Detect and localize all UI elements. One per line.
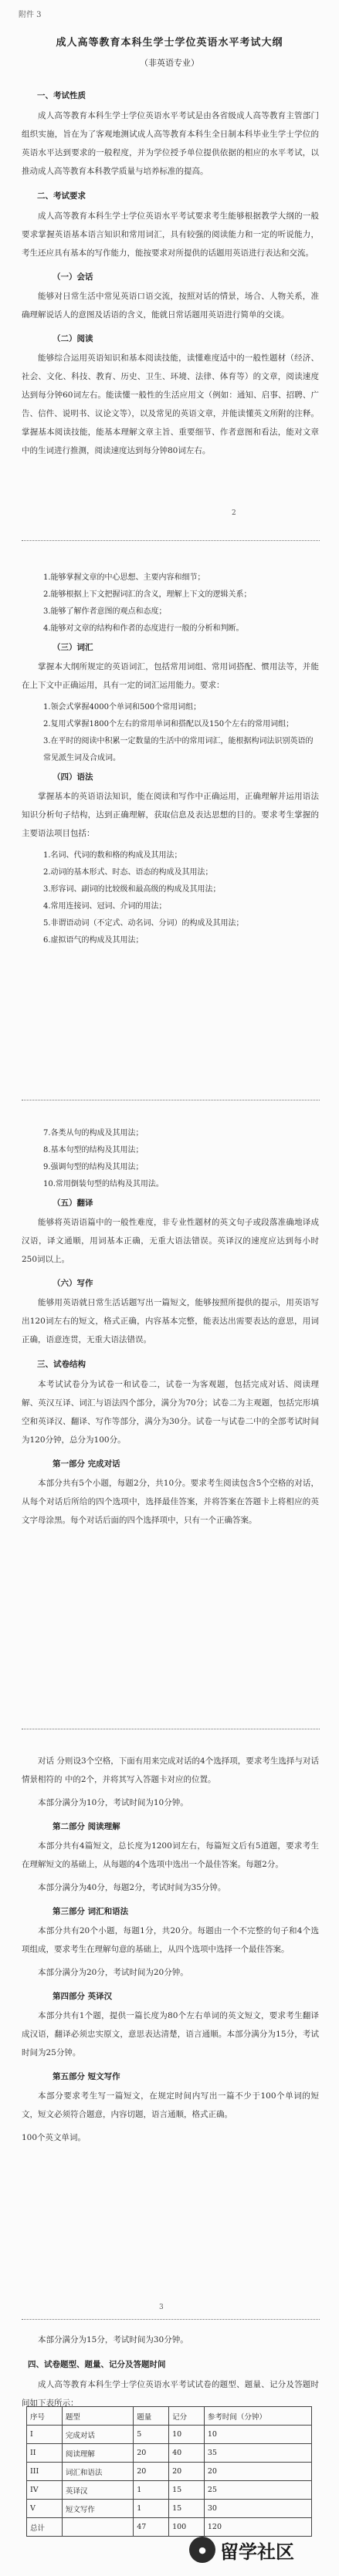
table-cell: 10: [169, 2426, 205, 2444]
list-item: 5.非谓语动词（不定式、动名词、分词）的构成及其用法；: [43, 919, 244, 928]
section-1: [22, 85, 319, 465]
section-heading: 四、试卷题型、题量、记分及答题时间: [28, 2360, 166, 2369]
subsection-heading: （一）会话: [53, 272, 93, 282]
table-cell: 40: [169, 2444, 205, 2463]
paragraph: 本部分共有20个小题，每题1分，共20分。每题由一个不完整的句子和4个选项组成，要求考生在理解句意的基础上，从四个选项中选择一个最佳答案。: [22, 1926, 319, 1954]
table-header-cell: 参考时间（分钟）: [204, 2407, 311, 2426]
table-cell: 5: [134, 2426, 169, 2444]
list-item: 10.常用倒装句型的结构及其用法。: [43, 1180, 164, 1188]
table-header-cell: 记分: [169, 2407, 205, 2426]
paragraph: 能够对日常生活中常见英语口语交流，按照对话的情景，场合、人物关系，准确理解说话人的意图及话语的含义，能就日常话题用英语进行简单的交谈。: [22, 292, 319, 319]
appendix-label: 附件 3: [19, 11, 42, 19]
table-cell: II: [27, 2444, 63, 2463]
part-heading: 第五部分 短文写作: [53, 2072, 120, 2081]
table-cell: IV: [27, 2481, 63, 2500]
page-mark: 2: [232, 509, 236, 517]
page-divider: [22, 540, 320, 541]
list-item: 2.复用式掌握1800个左右的常用单词和搭配以及150个左右的常用词组；: [43, 720, 294, 729]
subsection-heading: （五）翻译: [53, 1198, 93, 1208]
list-item: 1.领会式掌握4000个单词和500个常用词组；: [43, 703, 202, 712]
table-cell: 20: [204, 2463, 311, 2481]
list-item: 3.形容词、副词的比较级和最高级的构成及其用法；: [43, 885, 221, 894]
table-row: [27, 2463, 312, 2481]
doc-title: 成人高等教育本科生学士学位英语水平考试大纲: [56, 37, 283, 49]
paragraph: 能够用英语就日常生活话题写出一篇短文，能够按照所提供的提示，用英语写出120词左右的短文，格式正确，内容基本完整，能表达出需要表达的意思，用词正确，语意连贯，无重大语法错误。: [22, 1298, 319, 1344]
paragraph: 成人高等教育本科生学士学位英语水平考试要求考生能够根据教学大纲的一般要求掌握英语基本语言知识和常用词汇，具有较强的阅读能力和一定的听说能力，考生还应具有基本的写作能力，能按要求对所提供的话题用英语进行表达和交流。: [22, 211, 319, 258]
page-5-content: [22, 2331, 319, 2417]
section-heading: 一、考试性质: [37, 91, 86, 100]
table-cell: III: [27, 2463, 63, 2481]
table-cell: 35: [204, 2444, 311, 2463]
table-header-row: [27, 2407, 312, 2426]
title-block: [0, 34, 339, 69]
part-heading: 第三部分 词汇和语法: [53, 1907, 129, 1916]
list-item: 4.常用连接词、冠词、介词的用法；: [43, 902, 167, 911]
list-item: 1.能够掌握文章的中心思想、主要内容和细节；: [43, 573, 205, 582]
list-item: 3.能够了解作者意图的观点和态度；: [43, 607, 167, 616]
table-cell: I: [27, 2426, 63, 2444]
table-cell: 15: [169, 2500, 205, 2518]
table-cell: 47: [134, 2518, 169, 2537]
paragraph: 能够综合运用英语知识和基本阅读技能，读懂难度适中的一般性题材（经济、社会、文化、科技、教育、历史、卫生、环境、法律、体育等）的文章，阅读速度达到每分钟60词左右。能读懂一般性的生活应用文（例如：通知、启事、招聘、广告、信件、说明书、议论文等），以及常见的英语文章，并能读懂英文所附的注释。掌握基本阅读技能，能基本理解文章主旨、重要细节、作者意图和看法，能对文章中的生词进行推测，阅读速度达到每分钟80词左右。: [22, 353, 319, 455]
table-row: [27, 2426, 312, 2444]
page-mark: 3: [159, 2304, 164, 2311]
list-item: 7.各类从句的构成及其用法；: [43, 1129, 144, 1138]
table-cell: 25: [204, 2481, 311, 2500]
score-line: 本部分满分为15分，考试时间为30分钟。: [38, 2335, 188, 2344]
table-body: [27, 2426, 312, 2537]
table-cell: 20: [134, 2463, 169, 2481]
table-cell: 总计: [27, 2518, 63, 2537]
paragraph: 能够将英语语篇中的一般性难度，非专业性题材的英文句子或段落准确地译成汉语，译文通顺，用词基本正确，无重大语法错误。英译汉的速度应达到每小时250词以上。: [22, 1218, 319, 1264]
table-cell: 完成对话: [62, 2426, 133, 2444]
table-header-cell: 题量: [134, 2407, 169, 2426]
table-header-cell: 题型: [62, 2407, 133, 2426]
table-cell: 10: [204, 2426, 311, 2444]
section-heading: 三、试卷结构: [37, 1360, 86, 1369]
table-row: [27, 2481, 312, 2500]
doc-subtitle: （非英语专业）: [140, 58, 199, 68]
table-cell: 短文写作: [62, 2500, 133, 2518]
paragraph: 掌握本大纲所规定的英语词汇，包括常用词组、常用词搭配、惯用法等，并能在上下文中正确运用，具有一定的词汇运用能力。要求：: [22, 662, 319, 690]
table-cell: 英译汉: [62, 2481, 133, 2500]
page-3-content: [22, 1125, 319, 1534]
list-item: 2.动词的基本形式、时态、语态的构成及其用法；: [43, 868, 213, 877]
table-cell: 20: [134, 2444, 169, 2463]
paragraph: 本考试试卷分为试卷一和试卷二，试卷一为客观题，包括完成对话、阅读理解、英汉互译、词汇与语法四个部分，满分为70分；试卷二为主观题，包括完形填空和英译汉、翻译、写作等部分，满分为30分。试卷一与试卷二中的全部考试时间为120分钟，总分为100分。: [22, 1380, 319, 1445]
list-item: 4.能够对文章的结构和作者的态度进行一般的分析和判断。: [43, 624, 244, 633]
list-item: 9.强调句型的结构及其用法；: [43, 1163, 144, 1171]
paragraph: 本部分共有1个题，提供一篇长度为80个左右单词的英文短文，要求考生翻译成汉语，翻译必须忠实原文，意思表达清楚，语言通顺。本部分满分为15分，考试时间为25分钟。: [22, 2011, 319, 2057]
paragraph: 成人高等教育本科生学士学位英语水平考试试卷的题型、题量、记分及答题时间如下表所示：: [22, 2380, 319, 2408]
section-heading: 二、考试要求: [37, 191, 86, 201]
paragraph: 掌握基本的英语语法知识，能在阅读和写作中正确运用，正确理解并运用语法知识分析句子结构，达到正确理解，获取信息及表达思想的目的。要求考生掌握的主要语法项目包括：: [22, 792, 319, 838]
subsection-heading: （四）语法: [53, 772, 93, 782]
table-cell: 阅读理解: [62, 2444, 133, 2463]
table-row: [27, 2500, 312, 2518]
list-item: 8.基本句型的结构及其用法；: [43, 1146, 144, 1154]
paragraph: 本部分要求考生写一篇短文，在规定时间内写出一篇不少于100个单词的短文，短文必须符合题意，内容切题，语言通顺，格式正确。: [22, 2091, 319, 2119]
table-cell: 30: [204, 2500, 311, 2518]
watermark-text: 留学社区: [220, 2541, 294, 2563]
table-cell: 100: [169, 2518, 205, 2537]
table-cell: 15: [169, 2481, 205, 2500]
score-line: 本部分满分为20分，考试时间为20分钟。: [38, 1968, 188, 1977]
table-header-cell: 序号: [27, 2407, 63, 2426]
page-4-content: [22, 1752, 319, 2152]
page-divider: [22, 2319, 320, 2320]
watermark: [189, 2533, 328, 2567]
subsection-heading: （六）写作: [53, 1279, 93, 1288]
list-item: 1.名词、代词的数和格的构成及其用法；: [43, 851, 182, 860]
part-heading: 第二部分 阅读理解: [53, 1822, 120, 1831]
table-row: [27, 2444, 312, 2463]
subsection-heading: （三）词汇: [53, 643, 93, 652]
score-table: [26, 2406, 312, 2537]
paragraph: 本部分共有4篇短文，总长度为1200词左右，每篇短文后有5道题，要求考生在理解短文的基础上，从每题的4个选项中选出一个最佳答案。每题2分。: [22, 1841, 319, 1869]
table-cell: V: [27, 2500, 63, 2518]
paragraph: 本部分共有5个小题，每题2分，共10分。要求考生阅读包含5个空格的对话，从每个对话后所给的四个选项中，选择最佳答案，并将答案在答题卡上将相应的英文字母涂黑。每个对话后面的四个选择项中，只有一个正确答案。: [22, 1479, 319, 1525]
table-cell: 20: [169, 2463, 205, 2481]
score-line: 本部分满分为40分，每题2分，考试时间为35分钟。: [38, 1883, 226, 1892]
table-cell: 120: [204, 2518, 311, 2537]
watermark-logo-icon: ●: [189, 2537, 215, 2563]
subsection-heading: （二）阅读: [53, 334, 93, 343]
score-line: 本部分满分为10分，考试时间为10分钟。: [38, 1798, 188, 1807]
part-heading: 第四部分 英译汉: [53, 1992, 113, 2001]
table-cell: [62, 2518, 133, 2537]
page-2-content: [22, 570, 319, 949]
paragraph-tail: 100个英文单词。: [22, 2133, 86, 2142]
list-item: 6.虚拟语气的构成及其用法；: [43, 936, 144, 945]
table-cell: 1: [134, 2500, 169, 2518]
paragraph: 成人高等教育本科生学士学位英语水平考试是由各省级成人高等教育主管部门组织实施，旨在为了客观地测试成人高等教育本科生全日制本科毕业生学士学位的英语水平达到要求的一般程度，并为学位授予单位提供依据的相应的水平考试，以推动成人高等教育本科教学质量与培养标准的提高。: [22, 111, 319, 176]
table-cell: 1: [134, 2481, 169, 2500]
list-item: 3.在平时的阅读中积累一定数量的生活中的常用词汇，能根据构词法识别英语的常见派生词及合成词。: [43, 737, 314, 762]
table-cell: 词汇和语法: [62, 2463, 133, 2481]
paragraph: 对话 分则设3个空格，下面有用来完成对话的4个选择项，要求考生选择与对话情景相符的 中的2个，并将其写入答题卡对应的位置。: [22, 1756, 319, 1784]
list-item: 2.能够根据上下文把握词汇的含义，理解上下文的逻辑关系；: [43, 590, 252, 599]
part-heading: 第一部分 完成对话: [53, 1459, 120, 1469]
